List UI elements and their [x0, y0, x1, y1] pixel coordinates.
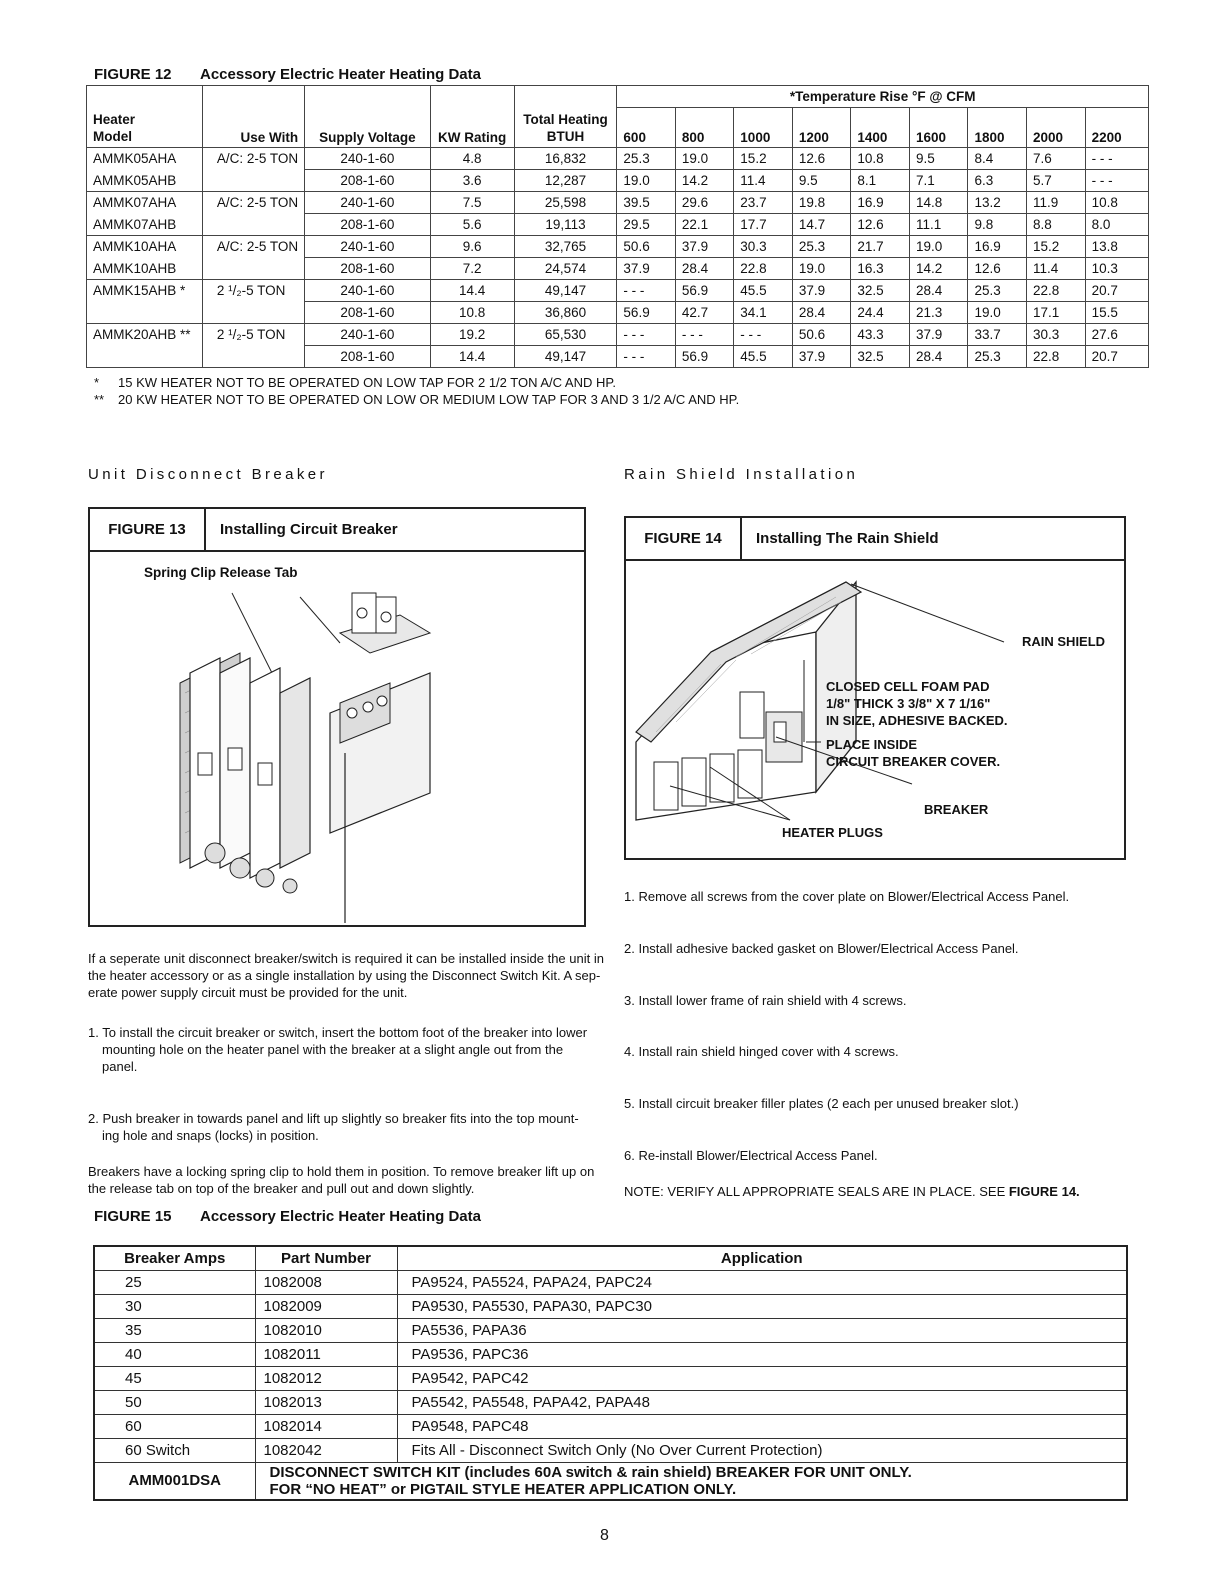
- part-number-cell: 1082012: [255, 1366, 397, 1390]
- breaker-amps-cell: 25: [94, 1270, 255, 1294]
- heater-model-cell: [87, 346, 203, 368]
- kw-rating-cell: 7.2: [430, 258, 514, 280]
- supply-voltage-cell: 240-1-60: [305, 192, 431, 214]
- temp-rise-cell: 19.0: [792, 258, 851, 280]
- temp-rise-cell: 37.9: [675, 236, 733, 258]
- btuh-cell: 12,287: [514, 170, 617, 192]
- application-cell: PA9536, PAPC36: [397, 1342, 1127, 1366]
- heater-row: [87, 148, 1149, 170]
- temp-rise-cell: 12.6: [792, 148, 851, 170]
- temp-rise-cell: 21.3: [909, 302, 968, 324]
- circuit-breaker-illustration: [90, 553, 584, 923]
- temp-rise-cell: 8.0: [1085, 214, 1148, 236]
- kw-rating-cell: 19.2: [430, 324, 514, 346]
- supply-voltage-cell: 240-1-60: [305, 324, 431, 346]
- temp-rise-cell: - - -: [617, 324, 675, 346]
- temp-rise-cell: 11.9: [1027, 192, 1086, 214]
- temp-rise-cell: 23.7: [734, 192, 793, 214]
- temp-rise-cell: 50.6: [617, 236, 675, 258]
- temp-rise-cell: 28.4: [792, 302, 851, 324]
- part-number-cell: 1082042: [255, 1438, 397, 1462]
- breaker-amps-cell: 35: [94, 1318, 255, 1342]
- temp-rise-cell: 34.1: [734, 302, 793, 324]
- heater-row: [87, 170, 1149, 192]
- heater-model-cell: AMMK15AHB *: [87, 280, 203, 302]
- temp-rise-cell: 24.4: [851, 302, 910, 324]
- rain-shield-step-2: 2. Install adhesive backed gasket on Blower/Electrical Access Panel.: [624, 941, 1019, 956]
- rain-shield-step-5: 5. Install circuit breaker filler plates (2 each per unused breaker slot.): [624, 1096, 1019, 1111]
- supply-voltage-cell: 208-1-60: [305, 346, 431, 368]
- temp-rise-cell: 10.8: [1085, 192, 1148, 214]
- temp-rise-cell: - - -: [1085, 170, 1148, 192]
- part-number-cell: 1082008: [255, 1270, 397, 1294]
- supply-voltage-cell: 208-1-60: [305, 258, 431, 280]
- heater-model-cell: AMMK05AHA: [87, 148, 203, 170]
- part-number-header: Part Number: [255, 1246, 397, 1270]
- btuh-cell: 16,832: [514, 148, 617, 170]
- temp-rise-cell: 30.3: [1027, 324, 1086, 346]
- use-with-cell: 2 ¹/₂-5 TON: [202, 280, 304, 302]
- figure-12-number: FIGURE 12: [94, 66, 172, 83]
- supply-voltage-cell: 240-1-60: [305, 148, 431, 170]
- figure-13-box: [88, 507, 586, 927]
- temp-rise-cell: 15.2: [734, 148, 793, 170]
- heater-model-cell: AMMK07AHA: [87, 192, 203, 214]
- temp-rise-cell: 11.4: [1027, 258, 1086, 280]
- figure-14-box: [624, 516, 1126, 860]
- temp-rise-cell: 20.7: [1085, 346, 1148, 368]
- temp-rise-cell: 14.7: [792, 214, 851, 236]
- figure-12-caption: [94, 66, 481, 83]
- temp-rise-cell: 42.7: [675, 302, 733, 324]
- use-with-cell: [202, 346, 304, 368]
- btuh-cell: 36,860: [514, 302, 617, 324]
- temp-rise-cell: 22.1: [675, 214, 733, 236]
- figure-14-header: [626, 518, 1124, 561]
- temp-rise-cell: 8.1: [851, 170, 910, 192]
- temp-rise-cell: 12.6: [968, 258, 1027, 280]
- temp-rise-cell: 56.9: [675, 346, 733, 368]
- temp-rise-cell: 14.8: [909, 192, 968, 214]
- temp-rise-cell: - - -: [617, 346, 675, 368]
- application-cell: PA9524, PA5524, PAPA24, PAPC24: [397, 1270, 1127, 1294]
- disconnect-kit-row: [94, 1462, 1127, 1500]
- use-with-cell: A/C: 2-5 TON: [202, 192, 304, 214]
- temp-rise-cell: 19.8: [792, 192, 851, 214]
- use-with-cell: [202, 258, 304, 280]
- temp-rise-cell: 37.9: [909, 324, 968, 346]
- temp-rise-cell: 15.2: [1027, 236, 1086, 258]
- total-heating-header: Total Heating BTUH: [514, 108, 617, 148]
- figure-14-number: FIGURE 14: [626, 518, 742, 559]
- temp-rise-cell: 37.9: [617, 258, 675, 280]
- temp-rise-cell: 29.5: [617, 214, 675, 236]
- breaker-step-1: 1. To install the circuit breaker or switch, insert the bottom foot of the breaker into lower mounting hole on the heater panel with the breaker at a slight angle out from the panel.: [88, 1025, 588, 1074]
- temp-rise-cell: 16.3: [851, 258, 910, 280]
- heater-row: [87, 346, 1149, 368]
- temp-rise-cell: 11.4: [734, 170, 793, 192]
- page-number: 8: [600, 1527, 609, 1544]
- part-number-cell: 1082010: [255, 1318, 397, 1342]
- place-inside-label: PLACE INSIDE CIRCUIT BREAKER COVER.: [826, 737, 1001, 769]
- breaker-amps-header: Breaker Amps: [94, 1246, 255, 1270]
- supply-voltage-header: Supply Voltage: [305, 108, 431, 148]
- application-cell: PA5536, PAPA36: [397, 1318, 1127, 1342]
- kw-rating-cell: 7.5: [430, 192, 514, 214]
- temp-rise-cell: 32.5: [851, 346, 910, 368]
- breaker-row: [94, 1294, 1127, 1318]
- temp-rise-cell: - - -: [734, 324, 793, 346]
- heater-row: [87, 214, 1149, 236]
- application-cell: PA9542, PAPC42: [397, 1366, 1127, 1390]
- temp-rise-cell: 25.3: [968, 346, 1027, 368]
- temp-rise-cell: 13.8: [1085, 236, 1148, 258]
- temp-rise-cell: 25.3: [617, 148, 675, 170]
- temp-rise-cell: 8.8: [1027, 214, 1086, 236]
- btuh-cell: 19,113: [514, 214, 617, 236]
- breaker-amps-cell: 60: [94, 1414, 255, 1438]
- heater-row: [87, 258, 1149, 280]
- supply-voltage-cell: 240-1-60: [305, 236, 431, 258]
- heater-data-table: [86, 85, 1149, 368]
- temp-rise-cell: 22.8: [734, 258, 793, 280]
- seals-note: NOTE: VERIFY ALL APPROPRIATE SEALS ARE IN PLACE. SEE FIGURE 14.: [624, 1184, 1080, 1199]
- heater-model-cell: AMMK20AHB **: [87, 324, 203, 346]
- cfm-header: 2200: [1085, 108, 1148, 148]
- disconnect-intro-text: If a seperate unit disconnect breaker/switch is required it can be installed inside the unit in the heater accessory or as a single installation by using the Disconnect Switch Kit. A sep- erate power supply circuit must be provided for the unit.: [88, 951, 604, 1000]
- temp-rise-cell: 28.4: [675, 258, 733, 280]
- temp-rise-cell: 12.6: [851, 214, 910, 236]
- application-cell: PA9530, PA5530, PAPA30, PAPC30: [397, 1294, 1127, 1318]
- part-number-cell: 1082014: [255, 1414, 397, 1438]
- breaker-row: [94, 1390, 1127, 1414]
- temp-rise-cell: 17.1: [1027, 302, 1086, 324]
- temp-rise-cell: 9.8: [968, 214, 1027, 236]
- footnote-2: ** 20 KW HEATER NOT TO BE OPERATED ON LOW OR MEDIUM LOW TAP FOR 3 AND 3 1/2 A/C AND HP.: [94, 392, 740, 407]
- temp-rise-cell: 20.7: [1085, 280, 1148, 302]
- temp-rise-cell: 11.1: [909, 214, 968, 236]
- rain-shield-label: RAIN SHIELD: [1022, 634, 1106, 649]
- use-with-cell: [202, 214, 304, 236]
- part-number-cell: 1082011: [255, 1342, 397, 1366]
- part-number-cell: 1082009: [255, 1294, 397, 1318]
- heater-model-cell: AMMK07AHB: [87, 214, 203, 236]
- temp-rise-cell: 21.7: [851, 236, 910, 258]
- breaker-amps-cell: 50: [94, 1390, 255, 1414]
- temp-rise-cell: 33.7: [968, 324, 1027, 346]
- supply-voltage-cell: 208-1-60: [305, 214, 431, 236]
- supply-voltage-cell: 240-1-60: [305, 280, 431, 302]
- heater-model-cell: [87, 302, 203, 324]
- heater-model-cell: AMMK10AHB: [87, 258, 203, 280]
- temp-rise-cell: 39.5: [617, 192, 675, 214]
- heater-row: [87, 324, 1149, 346]
- breaker-row: [94, 1318, 1127, 1342]
- kw-rating-cell: 5.6: [430, 214, 514, 236]
- temp-rise-cell: - - -: [617, 280, 675, 302]
- supply-voltage-cell: 208-1-60: [305, 170, 431, 192]
- breaker-release-text: Breakers have a locking spring clip to hold them in position. To remove breaker lift up on the release tab on top of the breaker and pull out and down slightly.: [88, 1164, 595, 1196]
- foam-pad-label: CLOSED CELL FOAM PAD 1/8" THICK 3 3/8" X 7 1/16" IN SIZE, ADHESIVE BACKED.: [826, 679, 1008, 728]
- temp-rise-cell: 45.5: [734, 346, 793, 368]
- kw-rating-cell: 14.4: [430, 280, 514, 302]
- figure-14-title: Installing The Rain Shield: [756, 530, 939, 547]
- temp-rise-cell: 19.0: [968, 302, 1027, 324]
- heater-row: [87, 192, 1149, 214]
- temp-rise-cell: 25.3: [968, 280, 1027, 302]
- breaker-row: [94, 1342, 1127, 1366]
- breaker-row: [94, 1366, 1127, 1390]
- use-with-cell: [202, 170, 304, 192]
- kw-rating-cell: 14.4: [430, 346, 514, 368]
- use-with-header: Use With: [202, 108, 304, 148]
- breaker-row: [94, 1270, 1127, 1294]
- unit-disconnect-heading: Unit Disconnect Breaker: [88, 466, 328, 483]
- temp-rise-cell: 28.4: [909, 346, 968, 368]
- rain-shield-step-6: 6. Re-install Blower/Electrical Access Panel.: [624, 1148, 878, 1163]
- cfm-header: 1600: [909, 108, 968, 148]
- temp-rise-cell: 56.9: [617, 302, 675, 324]
- figure-15-title: Accessory Electric Heater Heating Data: [200, 1208, 481, 1225]
- temp-rise-cell: 5.7: [1027, 170, 1086, 192]
- temp-rise-cell: 37.9: [792, 280, 851, 302]
- temp-rise-cell: 29.6: [675, 192, 733, 214]
- btuh-cell: 65,530: [514, 324, 617, 346]
- cfm-header: 1200: [792, 108, 851, 148]
- application-cell: PA5542, PA5548, PAPA42, PAPA48: [397, 1390, 1127, 1414]
- cfm-header: 1800: [968, 108, 1027, 148]
- breaker-table: [93, 1245, 1128, 1501]
- heater-row: [87, 236, 1149, 258]
- use-with-cell: A/C: 2-5 TON: [202, 236, 304, 258]
- temp-rise-cell: 19.0: [675, 148, 733, 170]
- temp-rise-cell: 13.2: [968, 192, 1027, 214]
- heater-model-cell: AMMK10AHA: [87, 236, 203, 258]
- btuh-cell: 24,574: [514, 258, 617, 280]
- temp-rise-cell: 9.5: [909, 148, 968, 170]
- btuh-cell: 25,598: [514, 192, 617, 214]
- application-cell: Fits All - Disconnect Switch Only (No Over Current Protection): [397, 1438, 1127, 1462]
- breaker-amps-cell: 40: [94, 1342, 255, 1366]
- temp-rise-cell: 19.0: [617, 170, 675, 192]
- heater-plugs-label: HEATER PLUGS: [782, 825, 883, 840]
- temp-rise-cell: 30.3: [734, 236, 793, 258]
- temp-rise-cell: 37.9: [792, 346, 851, 368]
- rain-shield-step-1: 1. Remove all screws from the cover plate on Blower/Electrical Access Panel.: [624, 889, 1070, 904]
- breaker-label: BREAKER: [924, 802, 989, 817]
- use-with-cell: 2 ¹/₂-5 TON: [202, 324, 304, 346]
- cfm-header: 800: [675, 108, 733, 148]
- temp-rise-cell: 45.5: [734, 280, 793, 302]
- temp-rise-cell: 56.9: [675, 280, 733, 302]
- rain-shield-step-4: 4. Install rain shield hinged cover with 4 screws.: [624, 1044, 899, 1059]
- temp-rise-cell: 28.4: [909, 280, 968, 302]
- breaker-step-2: 2. Push breaker in towards panel and lift up slightly so breaker fits into the top mount- ing hole and snaps (locks) in position.: [88, 1111, 579, 1143]
- figure-15-caption: [94, 1208, 481, 1225]
- temp-rise-cell: 9.5: [792, 170, 851, 192]
- heater-row: [87, 280, 1149, 302]
- temp-rise-cell: 19.0: [909, 236, 968, 258]
- kw-rating-cell: 10.8: [430, 302, 514, 324]
- temp-rise-cell: 10.3: [1085, 258, 1148, 280]
- use-with-cell: A/C: 2-5 TON: [202, 148, 304, 170]
- btuh-cell: 49,147: [514, 346, 617, 368]
- rain-shield-heading: Rain Shield Installation: [624, 466, 859, 483]
- spring-clip-callout: Spring Clip Release Tab: [144, 565, 298, 580]
- temp-rise-cell: 7.1: [909, 170, 968, 192]
- figure-13-header: [90, 509, 584, 552]
- temp-rise-cell: 27.6: [1085, 324, 1148, 346]
- heater-row: [87, 302, 1149, 324]
- temp-rise-cell: 50.6: [792, 324, 851, 346]
- application-cell: PA9548, PAPC48: [397, 1414, 1127, 1438]
- part-number-cell: 1082013: [255, 1390, 397, 1414]
- breaker-amps-cell: 30: [94, 1294, 255, 1318]
- footnote-1: * 15 KW HEATER NOT TO BE OPERATED ON LOW TAP FOR 2 1/2 TON A/C AND HP.: [94, 375, 616, 390]
- kw-rating-cell: 3.6: [430, 170, 514, 192]
- temp-rise-cell: 43.3: [851, 324, 910, 346]
- application-header: Application: [397, 1246, 1127, 1270]
- kw-rating-cell: 9.6: [430, 236, 514, 258]
- breaker-row: [94, 1414, 1127, 1438]
- supply-voltage-cell: 208-1-60: [305, 302, 431, 324]
- breaker-amps-cell: 60 Switch: [94, 1438, 255, 1462]
- cfm-header: 1000: [734, 108, 793, 148]
- temp-rise-cell: 16.9: [968, 236, 1027, 258]
- use-with-cell: [202, 302, 304, 324]
- kw-rating-header: KW Rating: [430, 108, 514, 148]
- btuh-cell: 49,147: [514, 280, 617, 302]
- temp-rise-cell: 10.8: [851, 148, 910, 170]
- temp-rise-cell: 17.7: [734, 214, 793, 236]
- figure-13-number: FIGURE 13: [90, 509, 206, 550]
- temp-rise-cell: 8.4: [968, 148, 1027, 170]
- temp-rise-cell: 14.2: [675, 170, 733, 192]
- btuh-cell: 32,765: [514, 236, 617, 258]
- heater-model-cell: AMMK05AHB: [87, 170, 203, 192]
- temp-rise-cell: 22.8: [1027, 280, 1086, 302]
- temp-rise-cell: - - -: [1085, 148, 1148, 170]
- temp-rise-cell: 7.6: [1027, 148, 1086, 170]
- kw-rating-cell: 4.8: [430, 148, 514, 170]
- temp-rise-header: *Temperature Rise °F @ CFM: [617, 86, 1149, 108]
- cfm-header: 600: [617, 108, 675, 148]
- figure-15-number: FIGURE 15: [94, 1208, 172, 1225]
- temp-rise-cell: 25.3: [792, 236, 851, 258]
- breaker-row: [94, 1438, 1127, 1462]
- temp-rise-cell: 6.3: [968, 170, 1027, 192]
- breaker-amps-cell: 45: [94, 1366, 255, 1390]
- temp-rise-cell: 32.5: [851, 280, 910, 302]
- temp-rise-cell: 15.5: [1085, 302, 1148, 324]
- temp-rise-cell: - - -: [675, 324, 733, 346]
- temp-rise-cell: 16.9: [851, 192, 910, 214]
- figure-13-title: Installing Circuit Breaker: [220, 521, 398, 538]
- rain-shield-step-3: 3. Install lower frame of rain shield with 4 screws.: [624, 993, 907, 1008]
- temp-rise-cell: 22.8: [1027, 346, 1086, 368]
- heater-model-header: Heater Model: [87, 108, 203, 148]
- kit-model: AMM001DSA: [94, 1462, 255, 1500]
- cfm-header: 2000: [1027, 108, 1086, 148]
- temp-rise-cell: 14.2: [909, 258, 968, 280]
- figure-12-title: Accessory Electric Heater Heating Data: [200, 66, 481, 83]
- cfm-header: 1400: [851, 108, 910, 148]
- kit-description: DISCONNECT SWITCH KIT (includes 60A switch & rain shield) BREAKER FOR UNIT ONLY. FOR “NO HEAT” or PIGTAIL STYLE HEATER APPLICATION ONLY.: [255, 1462, 1127, 1500]
